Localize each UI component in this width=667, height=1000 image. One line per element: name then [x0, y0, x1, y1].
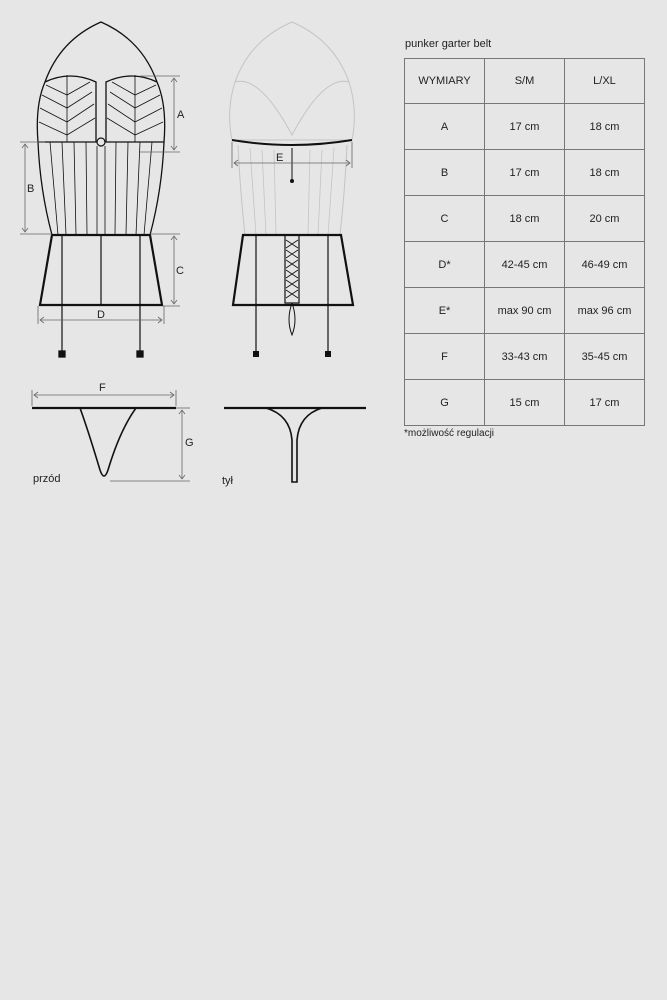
cell-lxl: 20 cm — [565, 196, 645, 242]
header-lxl: L/XL — [565, 59, 645, 104]
cell-lxl: 46-49 cm — [565, 242, 645, 288]
caption-front: przód — [33, 473, 61, 485]
table-row — [405, 288, 645, 334]
table-row — [405, 104, 645, 150]
label-g: G — [185, 437, 194, 449]
cell-lxl: max 96 cm — [565, 288, 645, 334]
cell-sm: 18 cm — [485, 196, 565, 242]
label-b: B — [27, 183, 35, 195]
back-thong — [224, 408, 366, 482]
cell-dimension: G — [405, 380, 485, 426]
label-d: D — [97, 309, 105, 321]
cell-sm: 17 cm — [485, 104, 565, 150]
size-table — [404, 58, 645, 426]
table-row — [405, 334, 645, 380]
cell-lxl: 18 cm — [565, 104, 645, 150]
label-a: A — [177, 109, 185, 121]
table-row — [405, 150, 645, 196]
table-row — [405, 380, 645, 426]
cell-sm: 15 cm — [485, 380, 565, 426]
dimension-g — [110, 408, 190, 481]
cell-dimension: D* — [405, 242, 485, 288]
cell-dimension: E* — [405, 288, 485, 334]
back-lacing — [285, 235, 299, 303]
cell-dimension: B — [405, 150, 485, 196]
dimension-b — [20, 142, 52, 234]
label-c: C — [176, 265, 184, 277]
cell-sm: 17 cm — [485, 150, 565, 196]
cell-sm: 33-43 cm — [485, 334, 565, 380]
table-header-row — [405, 59, 645, 104]
cell-dimension: F — [405, 334, 485, 380]
label-e: E — [276, 152, 284, 164]
label-f: F — [99, 382, 106, 394]
caption-back: tył — [222, 475, 233, 487]
front-ring — [97, 138, 105, 146]
back-halter-outline — [230, 22, 355, 140]
cell-lxl: 17 cm — [565, 380, 645, 426]
front-garment — [37, 22, 164, 357]
front-halter-outline — [45, 22, 157, 82]
cell-sm: max 90 cm — [485, 288, 565, 334]
cell-lxl: 18 cm — [565, 150, 645, 196]
table-footnote: *możliwość regulacji — [404, 428, 495, 439]
front-thong — [32, 408, 176, 476]
cell-lxl: 35-45 cm — [565, 334, 645, 380]
back-garment — [230, 22, 355, 357]
back-band — [232, 140, 352, 145]
table-row — [405, 196, 645, 242]
cell-dimension: C — [405, 196, 485, 242]
header-dimension: WYMIARY — [405, 59, 485, 104]
garment-diagram — [0, 0, 400, 500]
dimension-a — [140, 76, 180, 152]
table-row — [405, 242, 645, 288]
table-title: punker garter belt — [405, 38, 492, 50]
cell-sm: 42-45 cm — [485, 242, 565, 288]
cell-dimension: A — [405, 104, 485, 150]
header-sm: S/M — [485, 59, 565, 104]
